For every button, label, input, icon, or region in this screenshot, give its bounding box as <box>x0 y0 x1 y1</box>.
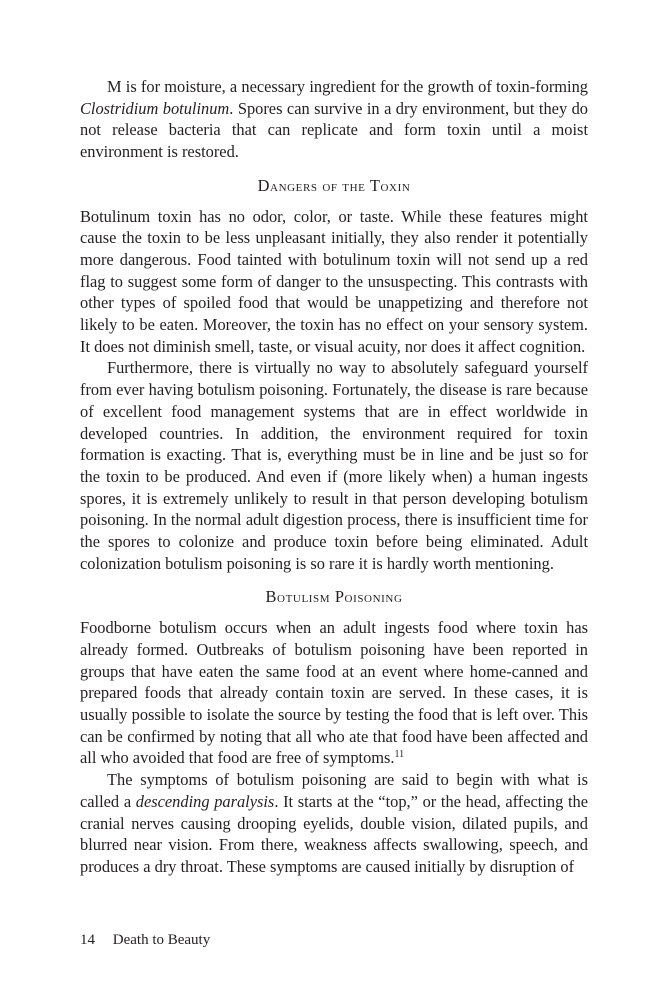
paragraph-text: M is for moisture, a necessary ingredient for the growth of toxin-forming <box>107 77 588 96</box>
running-title: Death to Beauty <box>112 932 211 948</box>
paragraph-text: . It starts at the “top,” or the head, affecting the cranial nerves causing drooping eyelids, double vision, dilated pupils, and blurred near vision. From there, weakness affects swallowing, speech, and produces a dry throat. These symptoms are caused initially by disruption of <box>80 791 589 876</box>
paragraph-moisture <box>80 76 588 163</box>
page-footer <box>80 932 210 949</box>
paragraph-text: The symptoms of botulism poisoning are said to begin with what is called a <box>80 770 588 811</box>
paragraph-symptoms <box>80 769 588 878</box>
footnote-marker: 11 <box>394 749 405 761</box>
section-heading-botulism-poisoning: Botulism Poisoning <box>265 587 403 607</box>
term-descending-paralysis: descending paralysis <box>135 791 275 811</box>
paragraph-text: Foodborne botulism occurs when an adult ingests food where toxin has already formed. Outbreaks of botulism poisoning have been reported in groups that have eaten the same food at an event where home-canned and prepared foods that already contain toxin are served. In these cases, it is usually possible to isolate the source by testing the food that is left over. This can be confirmed by noting that all who ate that food have been affected and all who avoided that food are free of symptoms. <box>80 618 588 768</box>
paragraph-text: . Spores can survive in a dry environment, but they do not release bacteria that can replicate and form toxin until a moist environment is restored. <box>80 98 589 162</box>
page-number: 14 <box>80 932 95 948</box>
page-body <box>80 76 588 878</box>
paragraph-safeguard: Furthermore, there is virtually no way to absolutely safeguard yourself from ever having botulism poisoning. Fortunately, the disease is rare because of excellent food management systems that are in effect worldwide in developed countries. In addition, the environment required for toxin formation is exacting. That is, everything must be in line and be just so for the toxin to be produced. And even if (more likely when) a human ingests spores, it is extremely unlikely to result in that person developing botulism poisoning. In the normal adult digestion process, there is insufficient time for the spores to colonize and produce toxin before being eliminated. Adult colonization botulism poisoning is so rare it is hardly worth mentioning. <box>80 358 588 573</box>
paragraph-foodborne <box>80 617 588 769</box>
species-name: Clostridium botulinum <box>80 98 230 118</box>
paragraph-toxin-properties: Botulinum toxin has no odor, color, or taste. While these features might cause the toxin to be less unpleasant initially, they also render it potentially more dangerous. Food tainted with botulinum toxin will not send up a red flag to suggest some form of danger to the unsuspecting. This contrasts with other types of spoiled food that would be unappetizing and therefore not likely to be eaten. Moreover, the toxin has no effect on your sensory system. It does not diminish smell, taste, or visual acuity, nor does it affect cognition. <box>80 206 588 356</box>
section-heading-dangers: Dangers of the Toxin <box>257 175 411 195</box>
